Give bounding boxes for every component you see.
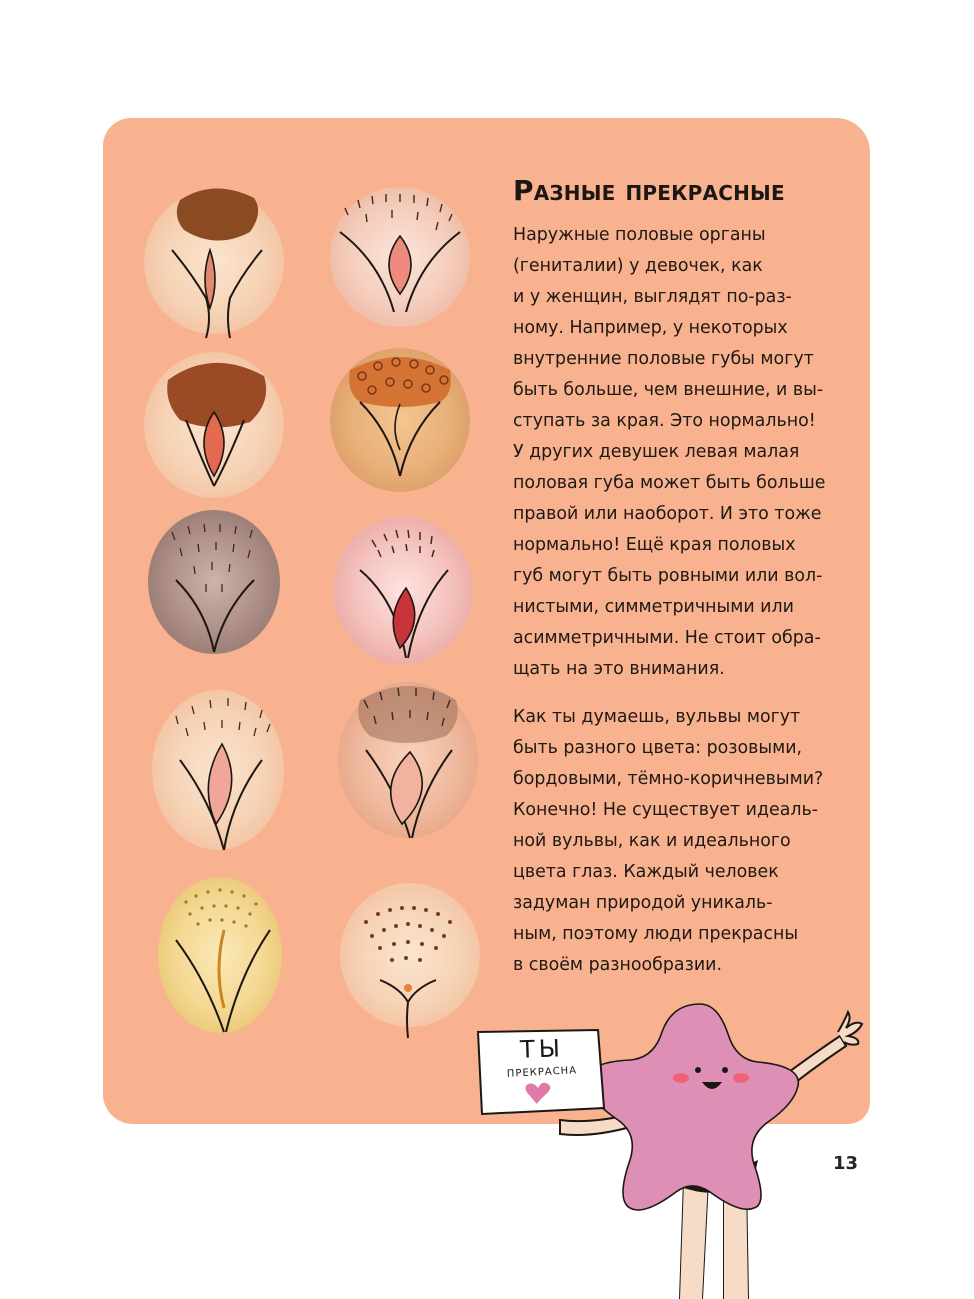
text-line: быть больше, чем внешние, и вы- <box>513 380 824 400</box>
sign-text <box>486 1036 598 1080</box>
sign-line-2: ПРЕКРАСНА <box>506 1065 578 1080</box>
text-line: нормально! Ещё края половых <box>513 535 796 555</box>
text-line: ным, поэтому люди прекрасны <box>513 924 799 944</box>
text-line: правой или наоборот. И это тоже <box>513 504 822 524</box>
text-line: Наружные половые органы <box>513 225 766 245</box>
page-title: Разные прекрасные <box>513 174 785 207</box>
sign-line-1: ТЫ <box>519 1034 565 1064</box>
text-line: задуман природой уникаль- <box>513 893 773 913</box>
text-line: внутренние половые губы могут <box>513 349 814 369</box>
text-line: нистыми, симметричными или <box>513 597 794 617</box>
text-line: Как ты думаешь, вульвы могут <box>513 707 801 727</box>
text-line: и у женщин, выглядят по-раз- <box>513 287 792 307</box>
text-line: ной вульвы, как и идеального <box>513 831 791 851</box>
text-line: ному. Например, у некоторых <box>513 318 788 338</box>
text-line: в своём разнообразии. <box>513 955 722 975</box>
text-line: щать на это внимания. <box>513 659 725 679</box>
character-star-body <box>586 1004 798 1210</box>
text-line: бордовыми, тёмно-коричневыми? <box>513 769 824 789</box>
text-line: быть разного цвета: розовыми, <box>513 738 803 758</box>
text-line: У других девушек левая малая <box>513 442 800 462</box>
text-line: (гениталии) у девочек, как <box>513 256 763 276</box>
text-line: половая губа может быть больше <box>513 473 826 493</box>
text-line: цвета глаз. Каждый человек <box>513 862 779 882</box>
text-line: ступать за края. Это нормально! <box>513 411 816 431</box>
text-line: губ могут быть ровными или вол- <box>513 566 823 586</box>
page-number: 13 <box>833 1153 859 1174</box>
text-line: Конечно! Не существует идеаль- <box>513 800 818 820</box>
text-line: асимметричными. Не стоит обра- <box>513 628 821 648</box>
